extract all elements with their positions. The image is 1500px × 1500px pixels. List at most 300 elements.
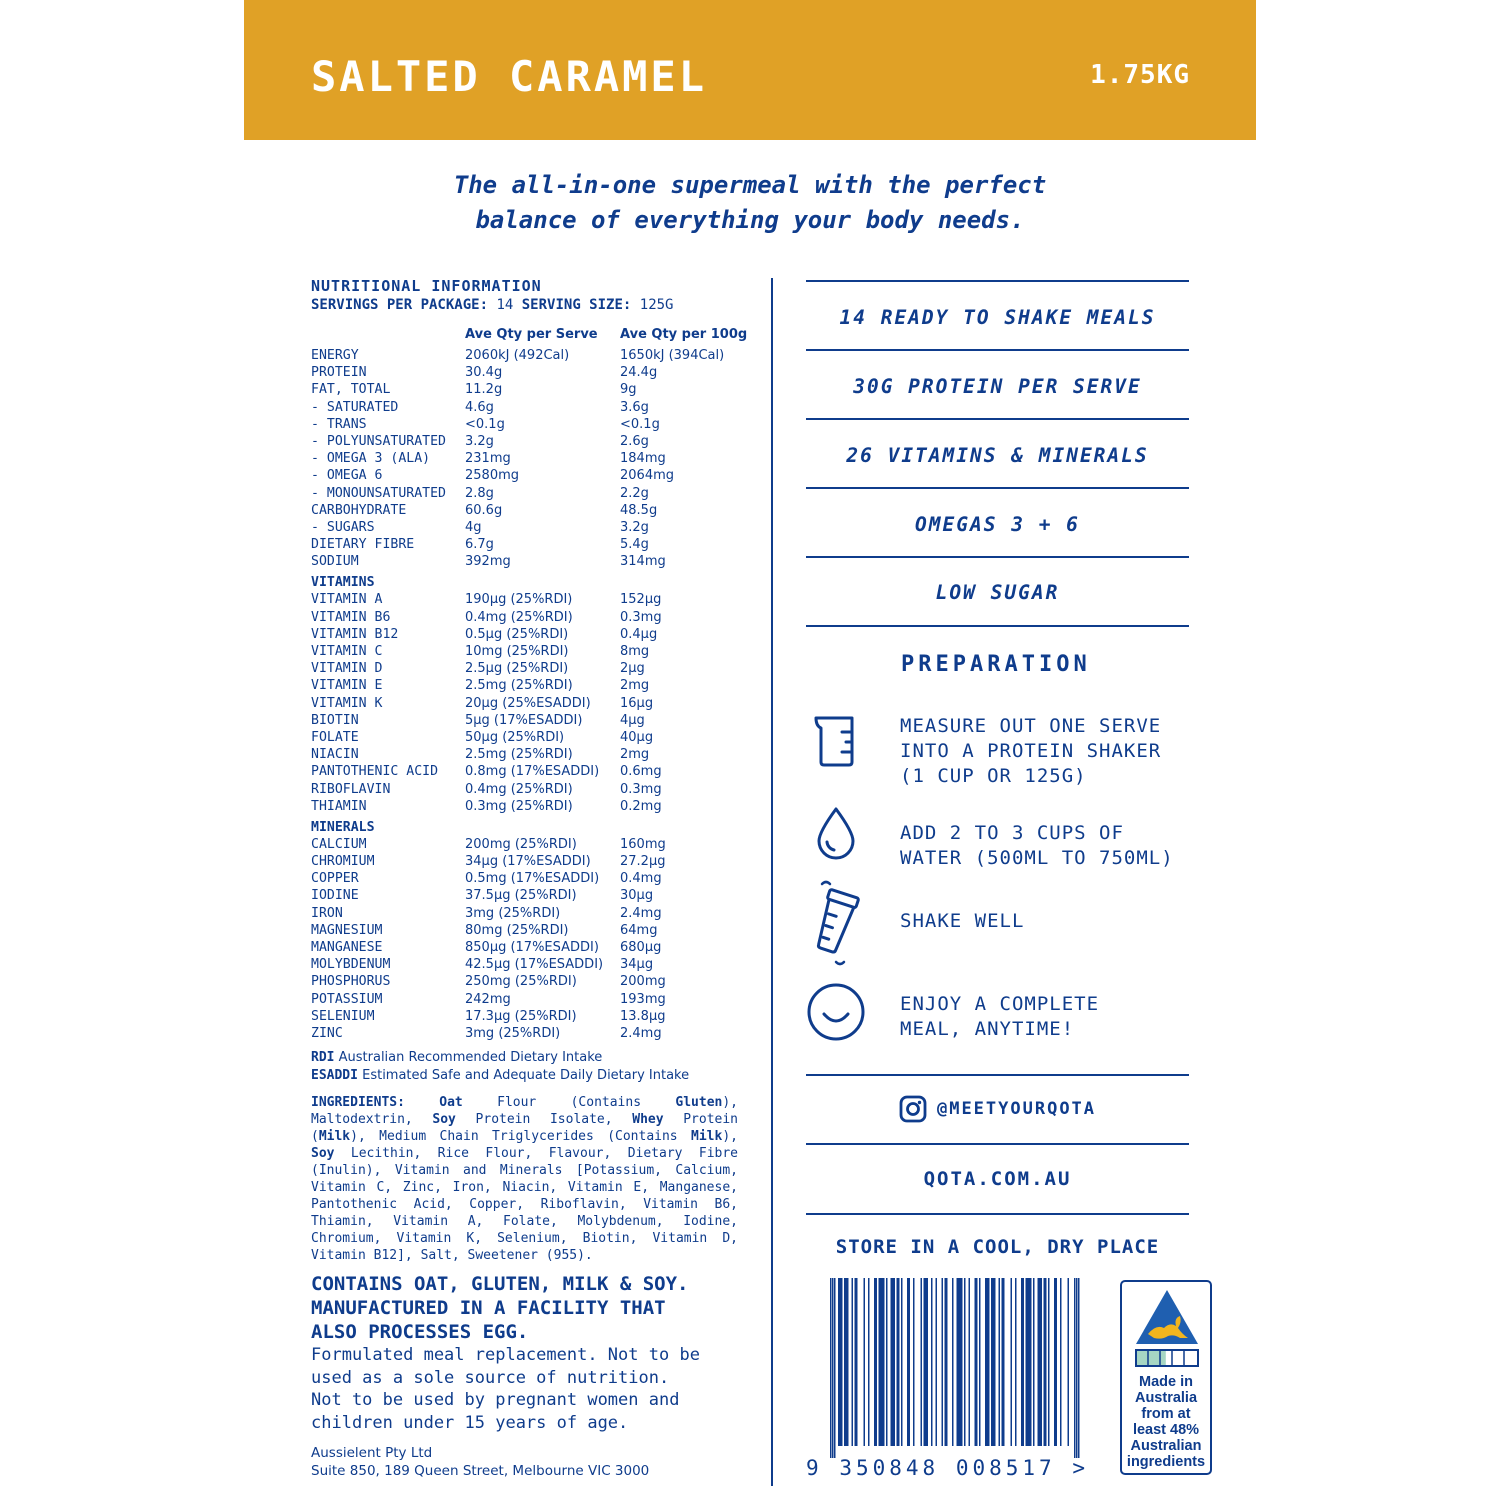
allergen-word: Whey [632, 1112, 664, 1128]
nutrient-row [311, 973, 756, 990]
divider-line [806, 487, 1189, 489]
step-line: INTO A PROTEIN SHAKER [900, 740, 1162, 762]
origin-line: least 48% [1132, 1422, 1200, 1438]
qty-per-100g: 2mg [620, 678, 650, 694]
prep-step-4 [900, 992, 1099, 1042]
barcode-bar [964, 1278, 966, 1446]
qty-per-serve: 3mg (25%RDI) [465, 1025, 561, 1041]
divider-line [806, 418, 1189, 420]
qty-per-serve: 0.5µg (25%RDI) [465, 626, 569, 642]
allergen-word: Soy [432, 1112, 456, 1128]
warning-line: Not to be used by pregnant women and [311, 1390, 680, 1410]
barcode-bar [1002, 1278, 1005, 1446]
qty-per-100g: 8mg [620, 644, 650, 659]
nutrient-name: ENERGY [311, 348, 359, 363]
smiley-icon [806, 982, 866, 1046]
divider-line [806, 280, 1189, 282]
nutrient-name: SELENIUM [311, 1008, 375, 1024]
allergen-line: MANUFACTURED IN A FACILITY THAT [311, 1297, 666, 1319]
nutrient-row [311, 399, 756, 416]
nutrient-name: MOLYBDENUM [311, 957, 391, 973]
kangaroo-triangle-icon [1134, 1288, 1200, 1370]
qty-per-100g: 184mg [620, 451, 666, 467]
allergen-line: ALSO PROCESSES EGG. [311, 1321, 529, 1343]
claim-protein: 30G PROTEIN PER SERVE [853, 375, 1142, 398]
qty-per-100g: 4µg [620, 712, 645, 728]
barcode-bar [1038, 1278, 1043, 1446]
barcode-bar [979, 1278, 981, 1446]
nutrient-row [311, 677, 756, 694]
qty-per-serve: 850µg (17%ESADDI) [465, 940, 599, 955]
made-in-australia-badge [1120, 1280, 1212, 1475]
qty-per-100g: 152µg [620, 592, 662, 608]
qty-per-100g: 34µg [620, 957, 654, 973]
qty-per-100g: 48.5g [620, 502, 658, 518]
qty-per-100g: 3.2g [620, 519, 649, 535]
mineral-rows [311, 836, 756, 1042]
nutrition-legend [311, 1049, 756, 1085]
barcode-bar [874, 1278, 877, 1446]
qty-per-100g: 27.2µg [620, 854, 666, 870]
qty-per-100g: 2mg [620, 747, 650, 763]
barcode-bar [931, 1278, 933, 1446]
servings-label: SERVINGS PER PACKAGE: [311, 297, 489, 313]
nutrient-name: MANGANESE [311, 940, 383, 955]
barcode-bar [907, 1278, 910, 1446]
barcode-bar [879, 1278, 885, 1446]
nutrient-name: FOLATE [311, 729, 359, 745]
instagram-icon [899, 1095, 927, 1123]
barcode-bar [1048, 1278, 1050, 1446]
legend-abbr: RDI [311, 1050, 335, 1066]
measuring-cup-icon [812, 714, 860, 772]
nutrient-name: - MONOUNSATURATED [311, 485, 446, 501]
nutrient-name: VITAMIN K [311, 695, 383, 711]
barcode-bar [1068, 1278, 1070, 1446]
nutrient-name: CARBOHYDRATE [311, 502, 407, 518]
nutrient-row [311, 763, 756, 780]
water-drop-icon [815, 806, 857, 864]
qty-per-serve: 50µg (25%RDI) [465, 729, 565, 745]
nutrient-name: SODIUM [311, 554, 359, 570]
nutrition-panel [311, 277, 756, 1085]
barcode-bar [991, 1278, 996, 1446]
origin-line: Australian [1130, 1438, 1202, 1454]
allergen-word: Soy [311, 1146, 335, 1162]
minerals-heading: MINERALS [311, 819, 375, 835]
qty-per-100g: 64mg [620, 922, 658, 938]
step-line: ADD 2 TO 3 CUPS OF [900, 822, 1124, 844]
nutrient-row [311, 485, 756, 502]
barcode-bar [897, 1278, 900, 1446]
qty-per-100g: 2.2g [620, 485, 649, 501]
nutrient-row [311, 798, 756, 815]
qty-per-100g: 0.6mg [620, 764, 662, 780]
qty-per-100g: 2.6g [620, 433, 649, 449]
social-handle[interactable] [806, 1094, 1189, 1124]
barcode-bar [969, 1278, 971, 1446]
qty-per-serve: 2.5mg (25%RDI) [465, 747, 573, 763]
qty-per-serve: 6.7g [465, 537, 494, 553]
nutrient-row [311, 416, 756, 433]
divider-line [806, 1213, 1189, 1215]
qty-per-serve: 5µg (17%ESADDI) [465, 712, 583, 728]
column-header-100g: Ave Qty per 100g [620, 327, 748, 342]
tagline [244, 168, 1256, 238]
qty-per-serve: 4.6g [465, 399, 494, 415]
barcode-bar [985, 1278, 990, 1446]
barcode-bar [844, 1278, 849, 1446]
tagline-line: The all-in-one supermeal with the perfect [453, 171, 1047, 199]
prep-step-3 [900, 909, 1024, 934]
barcode-bar [913, 1278, 915, 1446]
barcode-bar [1033, 1278, 1035, 1446]
allergen-word: Oat [439, 1095, 463, 1110]
barcode-digits: 008517 [955, 1456, 1056, 1480]
barcode-digits: 350848 [839, 1456, 940, 1480]
website-link[interactable]: QOTA.COM.AU [923, 1168, 1072, 1190]
qty-per-serve: 0.5mg (17%ESADDI) [465, 871, 600, 887]
servings-line [311, 297, 756, 321]
nutrient-name: MAGNESIUM [311, 922, 383, 938]
barcode-guard-bar [1076, 1278, 1078, 1458]
nutrient-row [311, 347, 756, 364]
nutrient-row [311, 853, 756, 870]
barcode-bar [975, 1278, 978, 1446]
step-line: ENJOY A COMPLETE [900, 993, 1100, 1015]
vitamins-heading: VITAMINS [311, 575, 375, 591]
usage-warning [311, 1344, 761, 1434]
nutrition-column-headers [311, 327, 756, 347]
nutrient-name: VITAMIN A [311, 592, 383, 608]
nutrient-row [311, 712, 756, 729]
ingredient-text: Protein Isolate, [455, 1112, 633, 1128]
nutrient-name: ZINC [311, 1025, 343, 1041]
nutrient-row [311, 660, 756, 677]
ingredient-text [405, 1095, 439, 1110]
qty-per-serve: 231mg [465, 451, 511, 467]
legend-esaddi [311, 1067, 756, 1085]
nutrient-name: VITAMIN B12 [311, 626, 399, 642]
step-line: MEASURE OUT ONE SERVE [900, 715, 1162, 737]
barcode-bar [942, 1278, 944, 1446]
divider-line [806, 625, 1189, 627]
qty-per-serve: 17.3µg (25%RDI) [465, 1008, 577, 1024]
barcode-bar [852, 1278, 854, 1446]
nutrient-name: DIETARY FIBRE [311, 537, 415, 553]
barcode-bar [1011, 1278, 1013, 1446]
ingredients-list [311, 1094, 738, 1264]
barcode-bar [1021, 1278, 1024, 1446]
nutrition-title: NUTRITIONAL INFORMATION [311, 277, 542, 295]
qty-per-100g: 2µg [620, 661, 645, 677]
header-band [244, 0, 1256, 140]
warning-line: children under 15 years of age. [311, 1412, 629, 1433]
barcode-number [806, 1456, 1089, 1480]
nutrient-name: IODINE [311, 888, 359, 904]
qty-per-serve: 2060kJ (492Cal) [465, 348, 570, 363]
qty-per-serve: 34µg (17%ESADDI) [465, 854, 591, 870]
nutrient-row [311, 695, 756, 712]
nutrient-row [311, 887, 756, 904]
nutrient-name: PROTEIN [311, 365, 367, 381]
column-header-serve: Ave Qty per Serve [465, 327, 598, 342]
qty-per-serve: 0.8mg (17%ESADDI) [465, 764, 600, 780]
company-name: Aussielent Pty Ltd [311, 1445, 433, 1461]
legend-rdi [311, 1049, 756, 1067]
barcode-bar [1026, 1278, 1032, 1446]
qty-per-100g: 193mg [620, 991, 666, 1007]
company-address: Suite 850, 189 Queen Street, Melbourne VIC 3000 [311, 1463, 650, 1479]
step-line: SHAKE WELL [900, 910, 1025, 932]
origin-line: Made in [1139, 1374, 1193, 1390]
allergen-word: Milk [691, 1129, 723, 1145]
ingredients-label: INGREDIENTS: [311, 1095, 405, 1110]
divider-line [806, 1074, 1189, 1076]
qty-per-100g: 16µg [620, 695, 654, 711]
nutrient-row [311, 991, 756, 1008]
nutrient-row [311, 519, 756, 536]
nutrient-row [311, 905, 756, 922]
barcode-guard-bar [834, 1278, 836, 1458]
ingredient-text: Protein ( [311, 1112, 738, 1145]
tagline-line: balance of everything your body needs. [475, 206, 1025, 234]
qty-per-serve: 11.2g [465, 382, 503, 398]
barcode-guard-bar [832, 1278, 834, 1458]
barcode-bar [921, 1278, 923, 1446]
barcode-bar [936, 1278, 938, 1446]
qty-per-100g: 0.2mg [620, 798, 662, 814]
qty-per-100g: 2.4mg [620, 905, 662, 921]
barcode-bar [1060, 1278, 1062, 1446]
barcode-bar [957, 1278, 963, 1446]
qty-per-serve: 242mg [465, 991, 511, 1007]
qty-per-serve: 0.4mg (25%RDI) [465, 781, 573, 797]
qty-per-100g: 0.3mg [620, 781, 662, 797]
qty-per-serve: <0.1g [465, 416, 505, 432]
vitamin-rows [311, 591, 756, 814]
barcode-bar [1015, 1278, 1017, 1446]
nutrient-name: PANTOTHENIC ACID [311, 764, 439, 780]
column-divider [771, 278, 773, 1486]
qty-per-serve: 10mg (25%RDI) [465, 644, 569, 659]
prep-step-2 [900, 821, 1174, 871]
qty-per-serve: 20µg (25%ESADDI) [465, 695, 591, 711]
company-info [311, 1444, 761, 1480]
claim-ready-meals: 14 READY TO SHAKE MEALS [839, 306, 1156, 329]
barcode [830, 1278, 1080, 1458]
nutrient-row [311, 956, 756, 973]
nutrient-name: RIBOFLAVIN [311, 781, 391, 797]
nutrient-name: - SATURATED [311, 399, 399, 415]
nutrient-name: VITAMIN D [311, 661, 383, 677]
nutrient-name: - POLYUNSATURATED [311, 433, 446, 449]
nutrient-name: - OMEGA 6 [311, 468, 383, 484]
qty-per-100g: 680µg [620, 940, 662, 955]
qty-per-serve: 0.4mg (25%RDI) [465, 609, 573, 625]
serving-size-label: SERVING SIZE: [521, 297, 632, 313]
qty-per-100g: <0.1g [620, 416, 660, 432]
allergen-word: Milk [318, 1129, 351, 1145]
shaker-icon [806, 878, 862, 972]
qty-per-serve: 4g [465, 519, 482, 535]
nutrient-row [311, 626, 756, 643]
nutrient-name: CHROMIUM [311, 854, 375, 870]
qty-per-serve: 2.5µg (25%RDI) [465, 661, 569, 677]
qty-per-100g: 30µg [620, 888, 654, 904]
nutrient-name: THIAMIN [311, 798, 367, 814]
qty-per-100g: 314mg [620, 554, 666, 570]
serving-size-value: 125G [639, 297, 674, 313]
nutrient-name: NIACIN [311, 747, 359, 763]
nutrient-row [311, 536, 756, 553]
barcode-digits: 9 [806, 1456, 823, 1480]
qty-per-100g: 0.4mg [620, 871, 662, 887]
qty-per-serve: 80mg (25%RDI) [465, 922, 569, 938]
origin-text [1122, 1374, 1210, 1470]
qty-per-serve: 42.5µg (17%ESADDI) [465, 957, 604, 973]
preparation-title: PREPARATION [901, 652, 1091, 677]
allergen-statement [311, 1272, 761, 1344]
allergen-line: CONTAINS OAT, GLUTEN, MILK & SOY. [311, 1273, 689, 1295]
nutrient-row [311, 433, 756, 450]
nutrient-row [311, 939, 756, 956]
qty-per-100g: 160mg [620, 836, 666, 852]
ingredient-text: Flour (Contains [462, 1095, 676, 1110]
nutrient-rows [311, 347, 756, 570]
nutrient-name: VITAMIN E [311, 678, 383, 694]
claim-low-sugar: LOW SUGAR [935, 581, 1060, 604]
barcode-bar [864, 1278, 866, 1446]
nutrient-row [311, 746, 756, 763]
instagram-handle: @MEETYOURQOTA [936, 1099, 1097, 1119]
nutrient-name: COPPER [311, 871, 359, 887]
nutrient-row [311, 450, 756, 467]
step-line: (1 CUP OR 125G) [900, 765, 1087, 787]
nutrient-name: IRON [311, 905, 343, 921]
nutrient-name: PHOSPHORUS [311, 974, 391, 990]
storage-instructions: STORE IN A COOL, DRY PLACE [835, 1236, 1160, 1258]
barcode-bar [838, 1278, 843, 1446]
barcode-guard-bar [830, 1278, 832, 1458]
qty-per-100g: 200mg [620, 974, 666, 990]
barcode-guard-bar [1078, 1278, 1080, 1458]
nutrient-name: POTASSIUM [311, 991, 383, 1007]
barcode-bar [1044, 1278, 1047, 1446]
warning-line: used as a sole source of nutrition. [311, 1367, 670, 1388]
ingredient-text: Lecithin, Rice Flour, Flavour, Dietary Fibre (Inulin), Vitamin and Minerals [Potassium, Calcium, Vitamin C, Zinc, Iron, Niacin, Vitamin E, Manganese, Pantothenic Acid, Copper, Riboflavin, Vitamin B6, Thiamin, Vitamin A, Folate, Molybdenum, Iodine, Chromium, Vitamin K, Selenium, Biotin, Vitamin D, Vitamin B12], Salt, Sweetener (955). [311, 1146, 738, 1264]
nutrient-row [311, 591, 756, 608]
nutrient-row [311, 609, 756, 626]
origin-line: Australia [1134, 1390, 1198, 1406]
qty-per-serve: 190µg (25%RDI) [465, 592, 573, 608]
nutrient-row [311, 502, 756, 519]
step-line: WATER (500ML TO 750ML) [900, 847, 1174, 869]
nutrient-row [311, 1025, 756, 1042]
qty-per-100g: 2064mg [620, 468, 674, 484]
ingredient-text: ), Medium Chain Triglycerides (Contains [350, 1129, 692, 1145]
qty-per-serve: 200mg (25%RDI) [465, 836, 577, 852]
qty-per-100g: 0.4µg [620, 626, 658, 642]
origin-line: from at [1141, 1406, 1191, 1422]
qty-per-serve: 2.5mg (25%RDI) [465, 678, 573, 694]
nutrient-row [311, 467, 756, 484]
origin-line: ingredients [1126, 1454, 1206, 1470]
nutrient-row [311, 870, 756, 887]
divider-line [806, 556, 1189, 558]
nutrient-row [311, 729, 756, 746]
qty-per-serve: 3.2g [465, 433, 494, 449]
nutrient-row [311, 643, 756, 660]
nutrient-name: CALCIUM [311, 836, 367, 852]
barcode-bar [891, 1278, 896, 1446]
ingredients-text [311, 1095, 738, 1263]
qty-per-serve: 30.4g [465, 365, 503, 381]
nutrient-row [311, 364, 756, 381]
qty-per-100g: 24.4g [620, 365, 658, 381]
product-name: SALTED CARAMEL [311, 52, 708, 101]
barcode-bar [1054, 1278, 1057, 1446]
barcode-bar [999, 1278, 1001, 1446]
nutrient-row [311, 553, 756, 570]
nutrient-name: - OMEGA 3 (ALA) [311, 451, 431, 467]
warning-line: Formulated meal replacement. Not to be [311, 1345, 700, 1365]
nutrient-row [311, 922, 756, 939]
barcode-guard-bar [1074, 1278, 1076, 1458]
barcode-bar [952, 1278, 954, 1446]
nutrient-name: VITAMIN B6 [311, 609, 391, 625]
legend-text: Australian Recommended Dietary Intake [338, 1050, 603, 1066]
qty-per-100g: 0.3mg [620, 609, 662, 625]
product-weight: 1.75KG [1090, 60, 1190, 90]
ingredient-text: ), [722, 1129, 738, 1145]
qty-per-serve: 3mg (25%RDI) [465, 905, 561, 921]
barcode-bar [945, 1278, 948, 1446]
qty-per-serve: 2580mg [465, 468, 519, 484]
qty-per-100g: 9g [620, 382, 637, 398]
nutrient-name: - TRANS [311, 416, 367, 432]
allergen-word: Gluten [675, 1095, 723, 1110]
claim-vitamins: 26 VITAMINS & MINERALS [846, 444, 1149, 467]
claim-omegas: OMEGAS 3 + 6 [915, 513, 1080, 536]
qty-per-serve: 250mg (25%RDI) [465, 974, 577, 990]
nutrient-row [311, 836, 756, 853]
divider-line [806, 1143, 1189, 1145]
nutrient-row [311, 781, 756, 798]
qty-per-serve: 0.3mg (25%RDI) [465, 798, 573, 814]
qty-per-serve: 37.5µg (25%RDI) [465, 888, 577, 904]
qty-per-100g: 5.4g [620, 537, 649, 553]
prep-step-1 [900, 714, 1161, 789]
barcode-bar [901, 1278, 903, 1446]
barcode-bar [868, 1278, 870, 1446]
qty-per-serve: 60.6g [465, 502, 503, 518]
qty-per-serve: 392mg [465, 554, 511, 570]
qty-per-100g: 3.6g [620, 399, 649, 415]
nutrient-name: - SUGARS [311, 519, 375, 535]
qty-per-100g: 2.4mg [620, 1025, 662, 1041]
nutrient-row [311, 381, 756, 398]
legend-abbr: ESADDI [311, 1068, 358, 1084]
barcode-bar [886, 1278, 888, 1446]
ingredient-text: ), Maltodextrin, [311, 1095, 739, 1128]
step-line: MEAL, ANYTIME! [900, 1018, 1075, 1040]
legend-text: Estimated Safe and Adequate Daily Dietary Intake [362, 1068, 690, 1084]
qty-per-100g: 1650kJ (394Cal) [620, 348, 725, 363]
barcode-bar [855, 1278, 858, 1446]
qty-per-100g: 40µg [620, 729, 654, 745]
servings-value: 14 [496, 297, 514, 313]
